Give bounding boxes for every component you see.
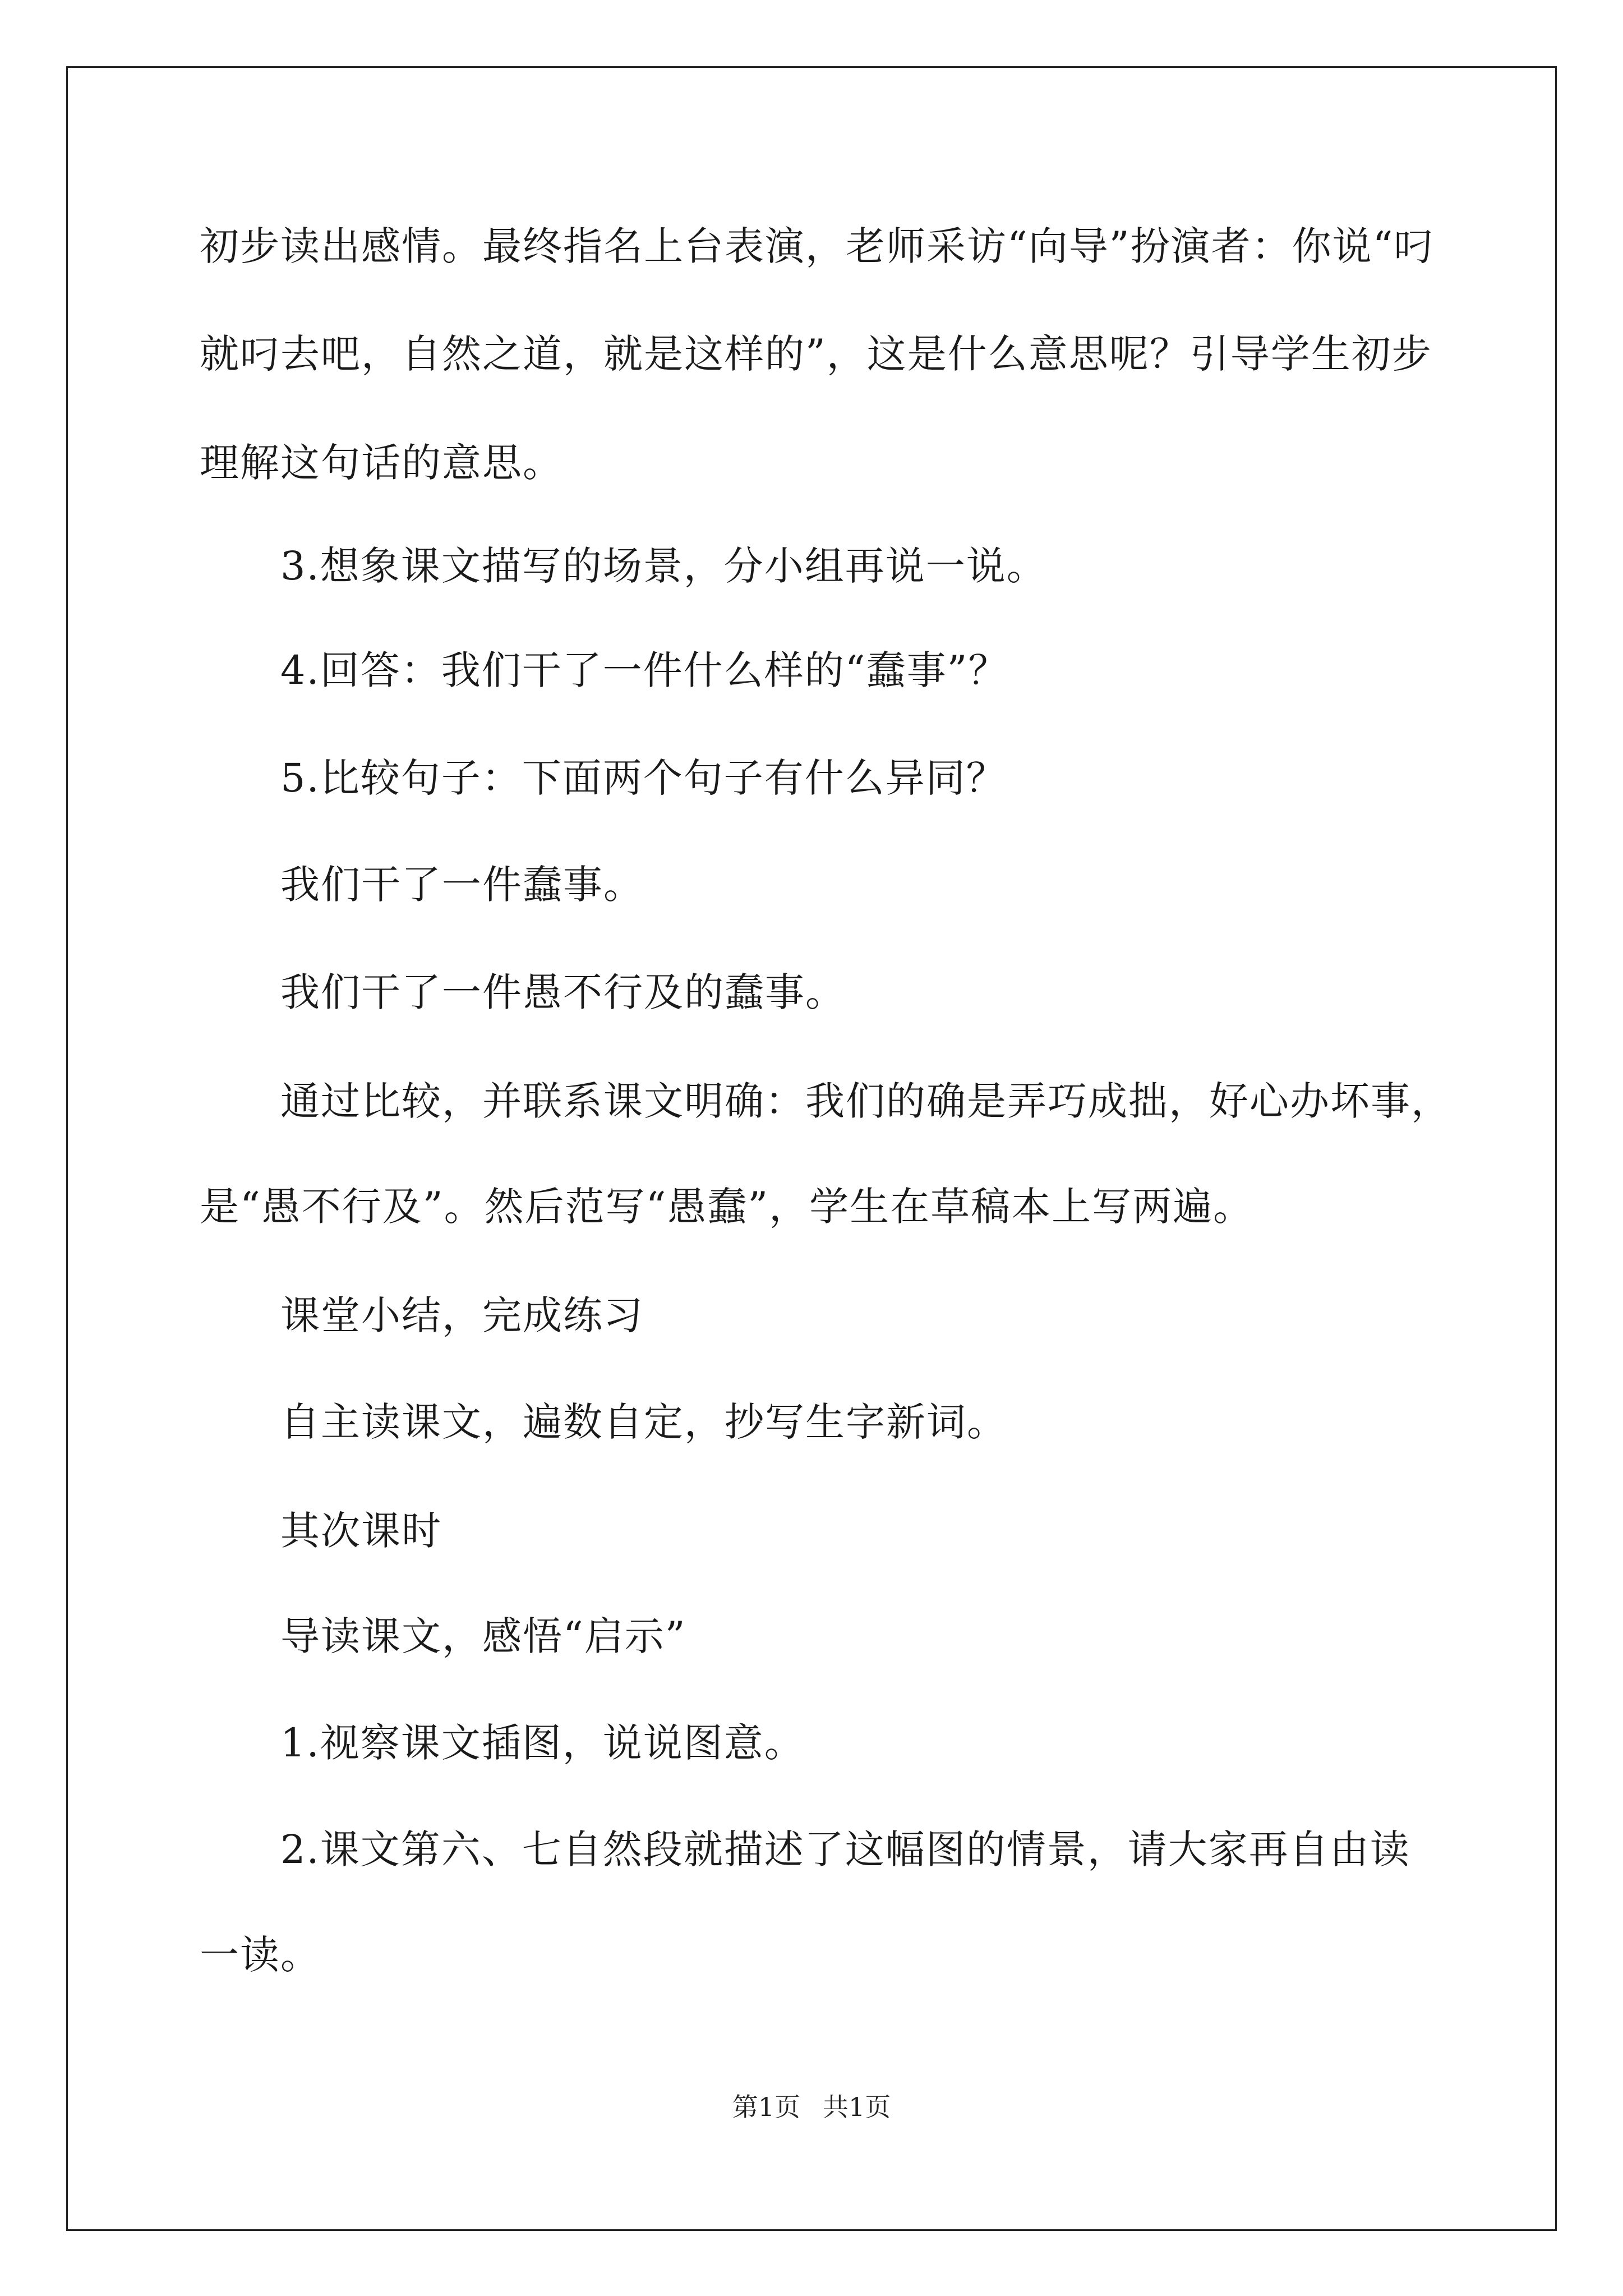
text-line: 初步读出感情。最终指名上台表演，老师采访“向导”扮演者：你说“叼 [200, 223, 1435, 269]
text-line: 是“愚不行及”。然后范写“愚蠢”，学生在草稿本上写两遍。 [200, 1184, 1254, 1230]
text-line: 4.回答：我们干了一件什么样的“蠢事”？ [280, 647, 1009, 693]
text-line: 我们干了一件愚不行及的蠢事。 [280, 969, 846, 1015]
text-line: 就叼去吧，自然之道，就是这样的”，这是什么意思呢？引导学生初步 [200, 331, 1432, 377]
text-line: 自主读课文，遍数自定，抄写生字新词。 [280, 1399, 1007, 1445]
text-line: 5.比较句子：下面两个句子有什么异同？ [280, 755, 1007, 801]
page-number: 第1页 [732, 2092, 800, 2122]
text-line: 理解这句话的意思。 [200, 440, 563, 486]
total-pages: 共1页 [823, 2092, 891, 2122]
text-line: 课堂小结，完成练习 [280, 1292, 644, 1338]
text-line: 我们干了一件蠢事。 [280, 862, 644, 908]
page-border [66, 66, 1557, 2231]
text-line: 2.课文第六、七自然段就描述了这幅图的情景，请大家再自由读 [280, 1826, 1410, 1872]
text-line: 其次课时 [280, 1508, 442, 1554]
text-line: 3.想象课文描写的场景，分小组再说一说。 [280, 543, 1047, 589]
text-line: 1.视察课文插图，说说图意。 [280, 1720, 805, 1766]
text-line: 导读课文，感悟“启示” [280, 1613, 686, 1659]
page-footer [0, 2090, 1623, 2124]
text-line: 通过比较，并联系课文明确：我们的确是弄巧成拙，好心办坏事， [280, 1078, 1451, 1124]
text-line: 一读。 [200, 1932, 321, 1978]
